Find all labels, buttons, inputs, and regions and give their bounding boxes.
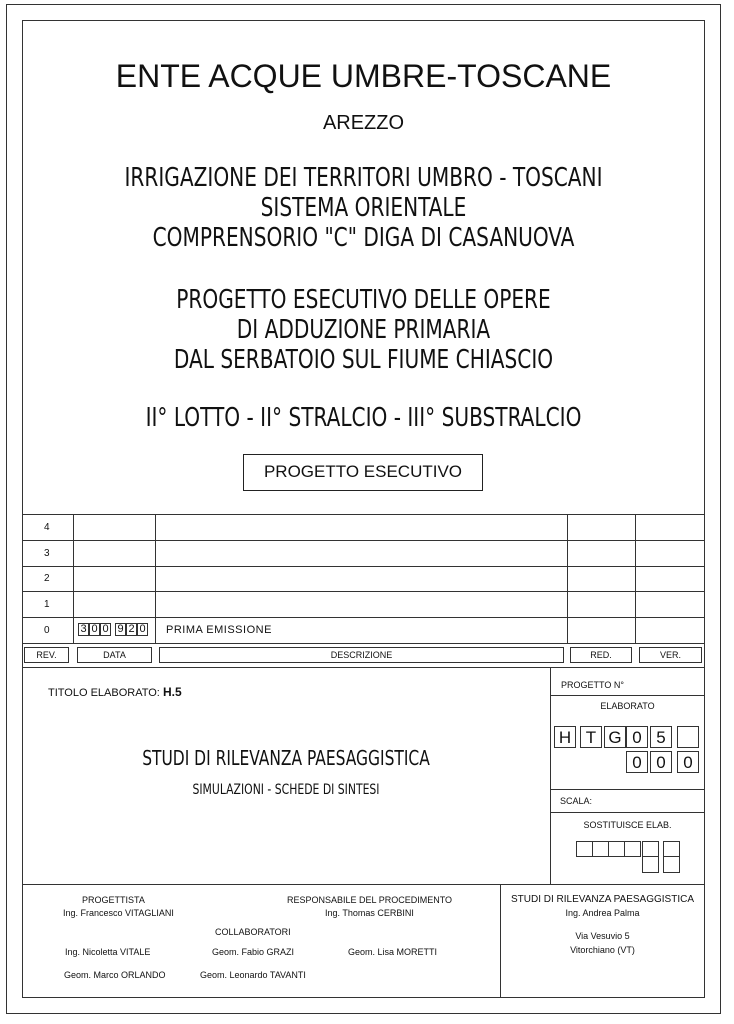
code-char: G <box>604 726 626 748</box>
divider <box>22 566 705 567</box>
sostituisce-label: SOSTITUISCE ELAB. <box>583 820 672 830</box>
collaboratore: Ing. Nicoletta VITALE <box>65 947 151 957</box>
phase-box: PROGETTO ESECUTIVO <box>243 454 483 491</box>
drawing-subtitle: SIMULAZIONI - SCHEDE DI SINTESI <box>192 782 380 798</box>
studio-address: Via Vesuvio 5 <box>575 931 630 941</box>
progettista-label: PROGETTISTA <box>82 895 145 905</box>
title-label: TITOLO ELABORATO: <box>48 687 160 699</box>
divider <box>635 514 636 643</box>
divider <box>22 884 705 885</box>
description-header: DESCRIZIONE <box>159 647 564 663</box>
date-digit: 0 <box>89 623 100 636</box>
grid-cell <box>663 841 680 857</box>
grid-cell <box>608 841 625 857</box>
code-char: T <box>580 726 602 748</box>
divider <box>550 789 705 790</box>
red-header: RED. <box>570 647 632 663</box>
rev-number: 1 <box>44 599 50 610</box>
collaboratore: Geom. Marco ORLANDO <box>64 970 166 980</box>
divider <box>22 540 705 541</box>
studio-name: Ing. Andrea Palma <box>565 908 640 918</box>
code-char: 0 <box>626 726 648 748</box>
date-digit: 9 <box>115 623 126 636</box>
elaborato-label: ELABORATO <box>600 701 655 711</box>
divider <box>550 695 705 696</box>
grid-cell <box>663 856 680 873</box>
studio-label: STUDI DI RILEVANZA PAESAGGISTICA <box>510 894 694 905</box>
work-title <box>70 285 657 375</box>
divider <box>550 667 551 884</box>
responsabile-label: RESPONSABILE DEL PROCEDIMENTO <box>287 895 453 905</box>
date-digit: 3 <box>78 623 89 636</box>
title-label-wrap <box>48 685 182 699</box>
collaboratori-label: COLLABORATORI <box>215 927 291 937</box>
date-digit: 2 <box>126 623 137 636</box>
code-char <box>677 726 699 748</box>
title-code: H.5 <box>162 685 182 699</box>
project-title <box>70 163 657 253</box>
divider <box>567 514 568 643</box>
rev-header: REV. <box>24 647 69 663</box>
scala-label: SCALA: <box>560 796 593 806</box>
collaboratore: Geom. Lisa MORETTI <box>348 947 438 957</box>
divider <box>22 643 705 644</box>
progetto-label: PROGETTO N° <box>561 680 624 690</box>
ver-header: VER. <box>639 647 702 663</box>
divider <box>22 617 705 618</box>
rev-number: 3 <box>44 548 50 559</box>
project-line: IRRIGAZIONE DEI TERRITORI UMBRO - TOSCANI <box>124 163 603 193</box>
grid-cell <box>642 841 659 857</box>
studio-city: Vitorchiano (VT) <box>570 945 635 955</box>
divider <box>22 591 705 592</box>
rev-number: 0 <box>44 625 50 636</box>
code-char: 0 <box>677 751 699 773</box>
responsabile-name: Ing. Thomas CERBINI <box>325 908 414 918</box>
divider <box>155 514 156 643</box>
rev-number: 2 <box>44 573 50 584</box>
collaboratore: Geom. Leonardo TAVANTI <box>200 970 306 980</box>
city: AREZZO <box>322 112 405 134</box>
work-line: DAL SERBATOIO SUL FIUME CHIASCIO <box>173 345 554 375</box>
work-line: DI ADDUZIONE PRIMARIA <box>236 315 491 345</box>
collaboratore: Geom. Fabio GRAZI <box>212 947 295 957</box>
grid-cell <box>642 856 659 873</box>
project-line: COMPRENSORIO "C" DIGA DI CASANUOVA <box>152 223 575 253</box>
rev-number: 4 <box>44 522 50 533</box>
organization-title: ENTE ACQUE UMBRE-TOSCANE <box>115 58 612 94</box>
code-char: H <box>554 726 576 748</box>
work-line: PROGETTO ESECUTIVO DELLE OPERE <box>176 285 551 315</box>
date-digit: 0 <box>100 623 111 636</box>
sostituisce-grid <box>576 841 680 873</box>
divider <box>550 812 705 813</box>
lot-title: II° LOTTO - II° STRALCIO - III° SUBSTRALCIO <box>145 403 582 433</box>
code-char: 0 <box>650 751 672 773</box>
grid-cell <box>592 841 609 857</box>
divider <box>22 514 705 515</box>
code-char: 0 <box>626 751 648 773</box>
drawing-title: STUDI DI RILEVANZA PAESAGGISTICA <box>142 746 430 770</box>
code-char: 5 <box>650 726 672 748</box>
revision-description: PRIMA EMISSIONE <box>166 624 272 636</box>
project-line: SISTEMA ORIENTALE <box>260 193 467 223</box>
divider <box>22 667 705 668</box>
date-digit: 0 <box>137 623 148 636</box>
progettista-name: Ing. Francesco VITAGLIANI <box>63 908 174 918</box>
divider <box>73 514 74 643</box>
grid-cell <box>576 841 593 857</box>
grid-cell <box>624 841 641 857</box>
date-header: DATA <box>77 647 152 663</box>
